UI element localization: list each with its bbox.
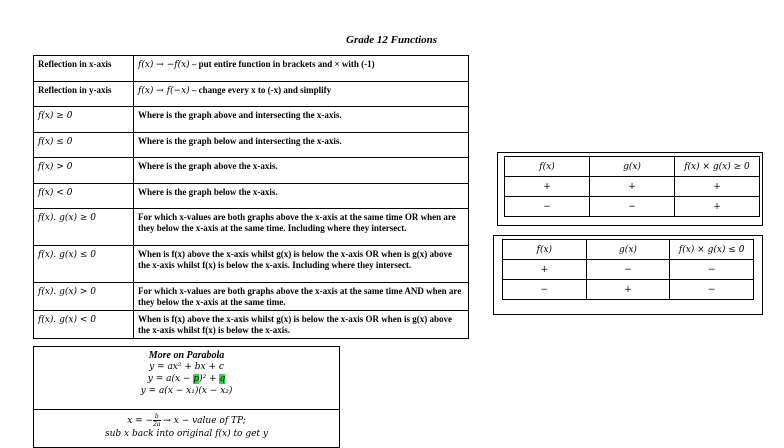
rule-description: Where is the graph below and intersecting the x-axis. (134, 133, 469, 158)
rule-row (34, 283, 469, 311)
sign-table-leq (493, 235, 763, 315)
rule-row (34, 311, 469, 339)
sign-cell: + (590, 177, 675, 197)
highlight-q: q (219, 374, 226, 384)
rule-description: Where is the graph above the x-axis. (134, 158, 469, 184)
sign-cell: + (675, 177, 760, 197)
parabola-intercept-form: y = a(x − x₁)(x − x₂) (140, 386, 233, 396)
rule-condition: f(x) < 0 (34, 184, 134, 209)
highlight-p: p (193, 374, 200, 384)
rule-condition: f(x). g(x) > 0 (34, 283, 134, 311)
sign-cell: + (503, 260, 587, 280)
fraction: $\frac{b}{2a}$ (153, 413, 161, 428)
rule-condition: f(x) ≥ 0 (34, 107, 134, 133)
parabola-box (33, 346, 340, 448)
sign-header: f(x) × g(x) ≥ 0 (675, 157, 760, 177)
sign-cell: + (505, 177, 590, 197)
rule-description: Where is the graph below the x-axis. (134, 184, 469, 209)
rule-row (34, 184, 469, 209)
sign-cell: − (505, 197, 590, 217)
divider (34, 409, 339, 410)
parabola-standard-form: y = ax² + bx + c (149, 362, 224, 372)
sign-header: f(x) (503, 240, 587, 260)
rule-condition: f(x) ≤ 0 (34, 133, 134, 158)
rule-condition: Reflection in y-axis (34, 82, 134, 107)
rule-row (34, 246, 469, 283)
rule-description: Where is the graph above and intersecting the x-axis. (134, 107, 469, 133)
sign-header: g(x) (586, 240, 670, 260)
sign-cell: + (586, 280, 670, 300)
rules-table (33, 55, 469, 339)
turning-point-note: x = − $\frac{b}{2a}$ → x − value of TP; sub x back into original f(x) to get y (104, 413, 268, 439)
sign-header: g(x) (590, 157, 675, 177)
rule-description: When is f(x) above the x-axis whilst g(x) is below the x-axis OR when is g(x) above the x-axis whilst f(x) is below the x-axis. (134, 311, 469, 339)
sign-header: f(x) × g(x) ≤ 0 (670, 240, 754, 260)
rule-condition: Reflection in x-axis (34, 56, 134, 82)
rule-row (34, 133, 469, 158)
rule-description: For which x-values are both graphs above the x-axis at the same time AND when are they below the x-axis at the same time. (134, 283, 469, 311)
sign-table-geq (497, 152, 763, 226)
rule-description: f(x) → −f(x) – put entire function in brackets and × with (-1) (134, 56, 469, 82)
rule-description: f(x) → f(−x) – change every x to (-x) and simplify (134, 82, 469, 107)
parabola-turning-point-form: y = a(x − p)² + q (147, 374, 226, 384)
sign-header: f(x) (505, 157, 590, 177)
sign-cell: − (586, 260, 670, 280)
page-title: Grade 12 Functions (346, 34, 438, 46)
rule-row (34, 56, 469, 82)
rule-condition: f(x). g(x) ≤ 0 (34, 246, 134, 283)
parabola-title: More on Parabola (148, 350, 225, 361)
sign-cell: − (590, 197, 675, 217)
rule-row (34, 107, 469, 133)
rule-condition: f(x). g(x) < 0 (34, 311, 134, 339)
rule-condition: f(x). g(x) ≥ 0 (34, 209, 134, 246)
rule-description: For which x-values are both graphs above the x-axis at the same time OR when are they below the x-axis at the same time. Including where they intersect. (134, 209, 469, 246)
rule-row (34, 158, 469, 184)
rule-condition: f(x) > 0 (34, 158, 134, 184)
sign-cell: − (670, 280, 754, 300)
rule-description: When is f(x) above the x-axis whilst g(x) is below the x-axis OR when is g(x) above the x-axis whilst f(x) is below the x-axis. Including where they intersect. (134, 246, 469, 283)
rule-row (34, 209, 469, 246)
sign-cell: − (503, 280, 587, 300)
sign-cell: + (675, 197, 760, 217)
rule-row (34, 82, 469, 107)
sign-cell: − (670, 260, 754, 280)
